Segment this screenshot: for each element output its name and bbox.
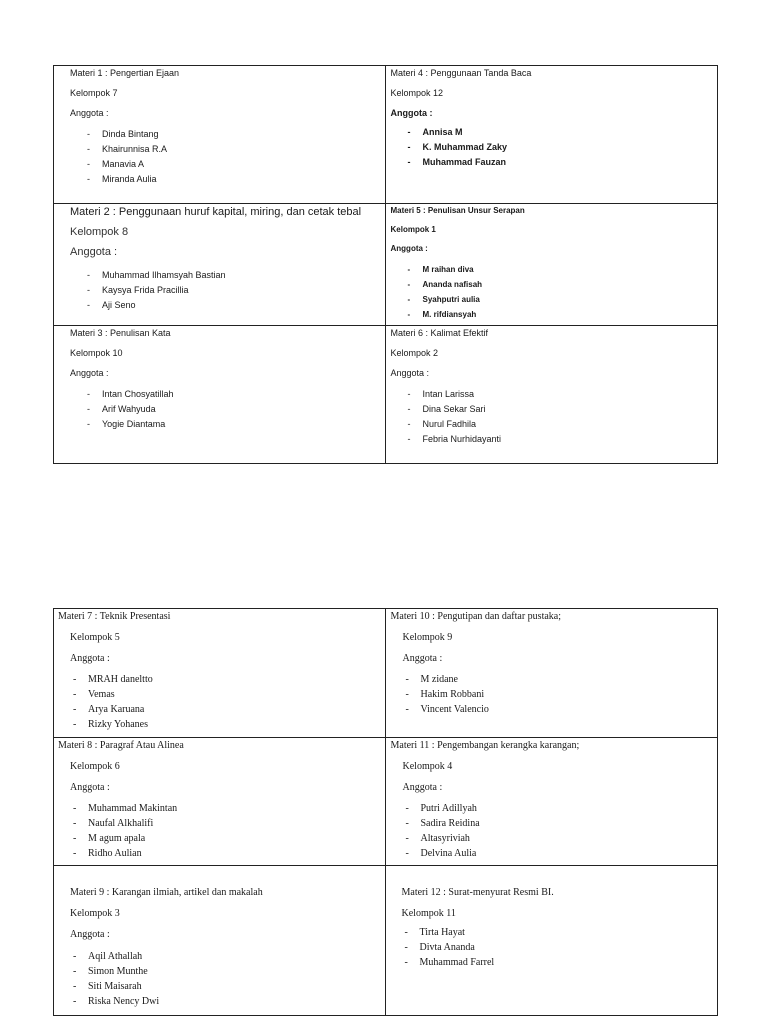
list-item: - Vemas	[73, 687, 381, 702]
materi-title: Materi 3 : Penulisan Kata	[70, 328, 171, 338]
list-item: - Divta Ananda	[405, 940, 714, 955]
list-item: - Arya Karuana	[73, 702, 381, 717]
list-item: - Manavia A	[87, 157, 381, 172]
list-item: - Tirta Hayat	[405, 925, 714, 940]
member-list	[58, 801, 381, 861]
table-row	[54, 204, 717, 326]
materi-cell	[54, 66, 386, 203]
list-item: - Dinda Bintang	[87, 127, 381, 142]
list-item: - Intan Larissa	[408, 387, 714, 402]
member-list	[70, 127, 381, 187]
member-list	[402, 925, 714, 970]
anggota-label: Anggota :	[390, 368, 430, 378]
kelompok-label: Kelompok 2	[390, 348, 439, 358]
member-list	[391, 125, 714, 170]
list-item: - Khairunnisa R.A	[87, 142, 381, 157]
list-item: - Rizky Yohanes	[73, 717, 381, 732]
materi-cell	[386, 866, 718, 1015]
table-row	[54, 326, 717, 463]
member-list	[58, 672, 381, 732]
kelompok-label: Kelompok 9	[402, 632, 453, 643]
list-item: - Nurul Fadhila	[408, 417, 714, 432]
materi-cell	[386, 204, 718, 325]
list-item: - Muhammad Farrel	[405, 955, 714, 970]
table-row	[54, 738, 717, 866]
materi-cell	[54, 609, 386, 737]
kelompok-label: Kelompok 7	[70, 88, 118, 98]
list-item: - Ananda nafisah	[408, 277, 714, 292]
materi-title: Materi 7 : Teknik Presentasi	[58, 611, 171, 622]
kelompok-label: Kelompok 8	[70, 226, 129, 238]
materi-title: Materi 1 : Pengertian Ejaan	[70, 68, 180, 78]
materi-title: Materi 6 : Kalimat Efektif	[390, 328, 489, 338]
list-item: - Yogie Diantama	[87, 417, 381, 432]
materi-cell	[54, 204, 386, 325]
anggota-label: Anggota :	[70, 782, 110, 793]
list-item: - Febria Nurhidayanti	[408, 432, 714, 447]
kelompok-label: Kelompok 4	[402, 761, 453, 772]
member-list	[391, 672, 714, 717]
list-item: - Arif Wahyuda	[87, 402, 381, 417]
materi-cell	[386, 66, 718, 203]
list-item: - Simon Munthe	[73, 964, 381, 979]
list-item: - Ridho Aulian	[73, 846, 381, 861]
list-item: - Hakim Robbani	[406, 687, 714, 702]
list-item: - M zidane	[406, 672, 714, 687]
list-item: - Dina Sekar Sari	[408, 402, 714, 417]
list-item: - Muhammad Makintan	[73, 801, 381, 816]
anggota-label: Anggota :	[70, 368, 109, 378]
materi-cell	[386, 738, 718, 865]
anggota-label: Anggota :	[402, 782, 443, 793]
list-item: - Aji Seno	[87, 298, 381, 313]
materi-cell	[386, 326, 718, 463]
materi-title: Materi 10 : Pengutipan dan daftar pustaka;	[390, 611, 562, 622]
kelompok-label: Kelompok 11	[401, 908, 456, 919]
list-item: - Naufal Alkhalifi	[73, 816, 381, 831]
materi-title: Materi 12 : Surat-menyurat Resmi BI.	[401, 887, 554, 898]
kelompok-label: Kelompok 10	[70, 348, 123, 358]
list-item: - Miranda Aulia	[87, 172, 381, 187]
group-table-2	[53, 608, 718, 1016]
list-item: - Altasyriviah	[406, 831, 714, 846]
anggota-label: Anggota :	[70, 929, 110, 940]
list-item: - Intan Chosyatillah	[87, 387, 381, 402]
anggota-label: Anggota :	[70, 108, 109, 118]
anggota-label: Anggota :	[70, 653, 110, 664]
group-table-1	[53, 65, 718, 464]
list-item: - M agum apala	[73, 831, 381, 846]
member-list	[391, 801, 714, 861]
anggota-label: Anggota :	[390, 108, 433, 118]
list-item: - Delvina Aulia	[406, 846, 714, 861]
kelompok-label: Kelompok 5	[70, 632, 120, 643]
kelompok-label: Kelompok 3	[70, 908, 120, 919]
list-item: - Muhammad Fauzan	[408, 155, 714, 170]
materi-title: Materi 11 : Pengembangan kerangka karangan;	[390, 740, 580, 751]
materi-cell	[54, 738, 386, 865]
list-item: - Riska Nency Dwi	[73, 994, 381, 1009]
materi-cell	[54, 866, 386, 1015]
materi-title: Materi 4 : Penggunaan Tanda Baca	[390, 68, 532, 78]
list-item: - Syahputri aulia	[408, 292, 714, 307]
list-item: - Muhammad Ilhamsyah Bastian	[87, 268, 381, 283]
kelompok-label: Kelompok 12	[390, 88, 444, 98]
list-item: - Kaysya Frida Pracillia	[87, 283, 381, 298]
list-item: - M raihan diva	[408, 262, 714, 277]
member-list	[70, 387, 381, 432]
list-item: - M. rifdiansyah	[408, 307, 714, 322]
member-list	[70, 268, 381, 313]
materi-title: Materi 9 : Karangan ilmiah, artikel dan makalah	[70, 887, 263, 898]
member-list	[70, 949, 381, 1009]
list-item: - K. Muhammad Zaky	[408, 140, 714, 155]
list-item: - Putri Adillyah	[406, 801, 714, 816]
table-row	[54, 66, 717, 204]
materi-title: Materi 8 : Paragraf Atau Alinea	[58, 740, 184, 751]
materi-cell	[54, 326, 386, 463]
table-row	[54, 866, 717, 1015]
anggota-label: Anggota :	[70, 246, 118, 258]
materi-cell	[386, 609, 718, 737]
materi-title: Materi 2 : Penggunaan huruf kapital, miring, dan cetak tebal	[70, 206, 362, 218]
anggota-label: Anggota :	[402, 653, 443, 664]
member-list	[391, 262, 714, 322]
anggota-label: Anggota :	[390, 244, 428, 253]
list-item: - Siti Maisarah	[73, 979, 381, 994]
member-list	[391, 387, 714, 447]
materi-title: Materi 5 : Penulisan Unsur Serapan	[390, 206, 525, 215]
list-item: - Aqil Athallah	[73, 949, 381, 964]
kelompok-label: Kelompok 6	[70, 761, 120, 772]
list-item: - MRAH daneltto	[73, 672, 381, 687]
list-item: - Annisa M	[408, 125, 714, 140]
list-item: - Sadira Reidina	[406, 816, 714, 831]
kelompok-label: Kelompok 1	[390, 225, 436, 234]
table-row	[54, 609, 717, 738]
list-item: - Vincent Valencio	[406, 702, 714, 717]
